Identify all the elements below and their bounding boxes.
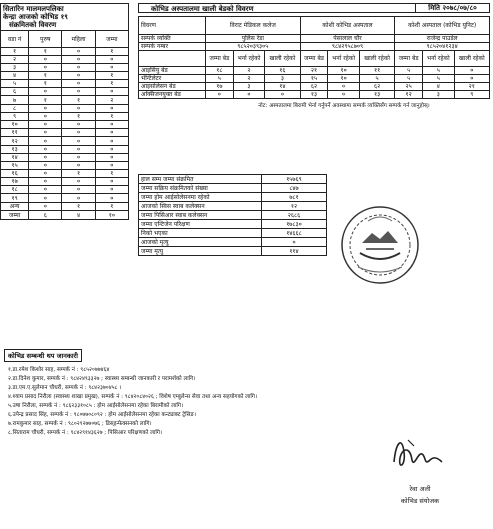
bed-count: २५ (395, 83, 423, 91)
handwritten-signature (388, 432, 448, 476)
stat-value: १२ (262, 202, 327, 211)
municipality-seal (338, 203, 422, 287)
detail-label: विवरण (139, 17, 206, 35)
total-count-cell: १ (95, 80, 128, 88)
hospital-name: विराट मेडिकल कलेज (206, 17, 301, 35)
bed-availability-panel (138, 3, 490, 109)
report-date: मिति २०७८/०७/८० (415, 3, 489, 13)
ward-no-cell: ५ (1, 80, 29, 88)
stat-row (139, 193, 327, 202)
bed-panel-title: कोभिड अस्पतालमा खाली बेडको विवरण (151, 5, 254, 13)
bed-subheader: भर्ना रहेको (328, 51, 360, 67)
hospital-name-row (139, 17, 490, 35)
bed-subheader: खाली रहेको (265, 51, 300, 67)
bed-row (139, 67, 490, 75)
stat-label: हाल सम्म जम्मा संक्रमित (139, 175, 262, 184)
total-count-cell: ० (95, 194, 128, 203)
stat-value: ८४७ (262, 184, 327, 193)
ward-row (1, 80, 129, 88)
contact-title: कोभिड सम्बन्धी थप जानकारी (4, 349, 82, 362)
ward-row (1, 203, 129, 211)
bed-type-label: आइसोलेसन बेड (139, 83, 206, 91)
hospital-name: कोशी अस्पताल (कोभिड युनिट) (395, 17, 490, 35)
ward-total-row (1, 211, 129, 220)
stat-label: जम्मा एन्टिजेन परिक्षण (139, 220, 262, 229)
total-count-cell: २ (95, 96, 128, 105)
total-count-cell: १ (95, 72, 128, 80)
bed-count: ० (454, 67, 489, 75)
total-count-cell: ० (95, 137, 128, 146)
stats-table (138, 174, 327, 256)
ward-no-cell: १० (1, 121, 29, 129)
signatory-name: रेवा अली (409, 485, 431, 493)
female-count-cell: ० (62, 56, 95, 64)
total-count-cell: ० (95, 56, 128, 64)
male-count-cell: ० (29, 154, 62, 162)
signature-block (380, 432, 480, 522)
contact-item: २.डा.दिनेश कुमार, सम्पर्क नं : ९८४२४९३३२७ ; स्वास्थ्य सम्बन्धी जानकारी र परामर्शको लागि। (8, 376, 196, 382)
ward-row (1, 162, 129, 170)
stat-label: आजको स्विस स्वाब कलेक्सन (139, 202, 262, 211)
female-count-cell: ० (62, 129, 95, 137)
total-count-cell: ० (95, 88, 128, 96)
ward-no-cell: १७ (1, 178, 29, 186)
male-count-cell: ० (29, 178, 62, 186)
total-count-cell: १ (95, 48, 128, 56)
total-count-cell: १ (95, 113, 128, 121)
ward-row (1, 105, 129, 113)
ward-no-cell: १४ (1, 154, 29, 162)
hospital-phone[interactable]: ९८५२०३९३०५ (206, 43, 301, 51)
bed-count: ५ (423, 67, 455, 75)
male-count-cell: ० (29, 170, 62, 178)
bed-count: ११ (359, 67, 394, 75)
bed-type-label: अक्सिजनयुक्त बेड (139, 91, 206, 99)
male-count-cell: ० (29, 146, 62, 154)
bed-subheader: जम्मा बेड (395, 51, 423, 67)
contact-item: ४.श्याम प्रसाद निरौला (स्वास्थ्य शाखा प्रमुख), सम्पर्क नं : ९८४२०८४०२६ ; विशेष एम्बुलेन्स सेवा तथा अन्य सहयोगको लागि। (8, 394, 258, 400)
female-count-cell: ० (62, 105, 95, 113)
contact-item: ७.रामकुमार साह, सम्पर्क नं : ९८०२९२७७०७६ ; डिस्इन्फेक्सनको लागि। (8, 421, 152, 427)
hospital-name: कोशी कोभिड अस्पताल (300, 17, 395, 35)
ward-row (1, 64, 129, 72)
male-count-cell: १ (29, 80, 62, 88)
bed-count: १३ (359, 91, 394, 99)
male-count-cell: ० (29, 137, 62, 146)
stat-value: ११४ (262, 247, 327, 256)
contact-item: ३.डा.एम.ए.सुलेमान चौधरी, सम्पर्क नं : ९८४२३७०४५८ । (8, 385, 122, 391)
male-count-cell: ० (29, 129, 62, 137)
female-count-cell: ० (62, 121, 95, 129)
stat-label: जम्मा होम आईसोलेसनमा रहेको (139, 193, 262, 202)
female-count-cell: ० (62, 80, 95, 88)
stat-label: निको भएका (139, 229, 262, 238)
bed-type-label: आइसियु बेड (139, 67, 206, 75)
bed-row (139, 91, 490, 99)
total-cell: जम्मा (1, 211, 29, 220)
male-count-cell: ० (29, 162, 62, 170)
bed-count: ३ (265, 75, 300, 83)
bed-count: १३ (300, 91, 328, 99)
bed-count: ० (265, 91, 300, 99)
female-count-cell: ० (62, 194, 95, 203)
stat-value: १४६६८ (262, 229, 327, 238)
total-count-cell: ० (95, 162, 128, 170)
male-count-cell: ० (29, 203, 62, 211)
bed-row (139, 75, 490, 83)
ward-no-cell: १३ (1, 146, 29, 154)
male-count-cell: १ (29, 72, 62, 80)
total-count-cell: ० (95, 64, 128, 72)
bed-count: ५ (395, 75, 423, 83)
male-count-cell: ० (29, 64, 62, 72)
female-count-cell: १ (62, 170, 95, 178)
stat-row (139, 229, 327, 238)
female-count-cell: ० (62, 137, 95, 146)
male-count-cell: ० (29, 194, 62, 203)
ward-row (1, 170, 129, 178)
male-count-cell: ० (29, 113, 62, 121)
ward-no-cell: ११ (1, 129, 29, 137)
bed-subheader: जम्मा बेड (300, 51, 328, 67)
male-count-cell: १ (29, 96, 62, 105)
ward-no-cell: २ (1, 56, 29, 64)
ward-row (1, 178, 129, 186)
male-count-cell: १ (29, 48, 62, 56)
ward-no-cell: ७ (1, 96, 29, 105)
bed-count: २ (233, 67, 265, 75)
panel-subtitle-2: संक्रमितको विवरण (9, 21, 57, 29)
ward-no-cell: १८ (1, 186, 29, 194)
contact-person: राजेन्द्र पाउडेल (395, 35, 490, 43)
ward-no-cell: ६ (1, 88, 29, 96)
female-count-cell: ० (62, 88, 95, 96)
ward-row (1, 96, 129, 105)
bed-count: १५ (300, 75, 328, 83)
contact-person: पुलिस रेडा (206, 35, 301, 43)
male-count-cell: ० (29, 88, 62, 96)
bed-subheader: जम्मा बेड (206, 51, 234, 67)
female-count-cell: ० (62, 64, 95, 72)
phone-label: सम्पर्क नम्बर (139, 43, 206, 51)
bed-table (138, 16, 490, 99)
stat-label: जम्मा सक्रिय संक्रमितको संख्या (139, 184, 262, 193)
bed-count: १७ (206, 83, 234, 91)
ward-no-cell: ९ (1, 113, 29, 121)
stat-label: जम्मा मृत्यु (139, 247, 262, 256)
signatory-role: कोभिड संयोजक (400, 497, 440, 505)
total-count-cell: ० (95, 178, 128, 186)
stat-row (139, 202, 327, 211)
female-count-cell: १ (62, 113, 95, 121)
ward-row (1, 113, 129, 121)
panel-subtitle: केन्द्रा आजको कोभिड १९ (3, 13, 68, 21)
total-count-cell: १ (95, 203, 128, 211)
female-count-cell: ० (62, 48, 95, 56)
bed-count: ५ (395, 67, 423, 75)
female-count-cell: ० (62, 72, 95, 80)
bed-count: ४ (423, 83, 455, 91)
stat-label: आजको मृत्यु (139, 238, 262, 247)
stat-row (139, 211, 327, 220)
bed-count: ० (328, 83, 360, 91)
total-count-cell: १ (95, 170, 128, 178)
col-female: महिला (62, 31, 95, 48)
female-count-cell: १ (62, 203, 95, 211)
contact-person-row (139, 35, 490, 43)
bed-subheader: खाली रहेको (454, 51, 489, 67)
ward-no-cell: १६ (1, 170, 29, 178)
col-ward: वडा नं (1, 31, 29, 48)
bed-count: १६ (265, 67, 300, 75)
female-count-cell: १ (62, 96, 95, 105)
bed-count: ० (233, 91, 265, 99)
ward-row (1, 154, 129, 162)
bed-count: १२ (395, 91, 423, 99)
male-count-cell: ० (29, 56, 62, 64)
col-total: जम्मा (95, 31, 128, 48)
ward-table (0, 30, 129, 220)
bed-count: ० (206, 91, 234, 99)
ward-row (1, 137, 129, 146)
bed-count: ५ (206, 75, 234, 83)
bed-count: १० (328, 75, 360, 83)
bed-count: ६२ (300, 83, 328, 91)
total-cell: ६ (29, 211, 62, 220)
ward-row (1, 146, 129, 154)
female-count-cell: ० (62, 178, 95, 186)
female-count-cell: ० (62, 154, 95, 162)
stat-row (139, 175, 327, 184)
bed-type-label: भेन्टिलेटर (139, 75, 206, 83)
ward-row (1, 88, 129, 96)
bed-row (139, 83, 490, 91)
phone-row (139, 43, 490, 51)
bed-count: ६२ (359, 83, 394, 91)
female-count-cell: ० (62, 162, 95, 170)
bed-count: १८ (206, 67, 234, 75)
bed-count: ९ (454, 91, 489, 99)
ward-row (1, 56, 129, 64)
panel-title: सितारिन मालमलपलिका (3, 5, 64, 13)
total-count-cell: ० (95, 146, 128, 154)
contact-item: ५.उषा निरौला, सम्पर्क नं : ९८६२३३१०८५ : होम आईसोलेसनमा रहेका बिरामीको लागि। (8, 403, 184, 409)
stat-value: २६८६ (262, 211, 327, 220)
contact-section (4, 343, 489, 438)
stat-row (139, 247, 327, 256)
stat-row (139, 184, 327, 193)
col-male: पुरुष (29, 31, 62, 48)
ward-row (1, 129, 129, 137)
contact-person: पेसालाल चौर (300, 35, 395, 43)
contact-person-label: सम्पर्क व्यक्ति (139, 35, 206, 43)
bed-subheader: खाली रहेको (359, 51, 394, 67)
hospital-phone[interactable]: ९८४२९५८७०९ (300, 43, 395, 51)
bed-subheader: भर्ना रहेको (423, 51, 455, 67)
hospital-phone[interactable]: ९८५२०४१२३४ (395, 43, 490, 51)
stat-value: ० (262, 238, 327, 247)
male-count-cell: ० (29, 105, 62, 113)
stat-value: १७८३० (262, 220, 327, 229)
blank-cell (139, 51, 206, 67)
ward-no-cell: ८ (1, 105, 29, 113)
ward-row (1, 48, 129, 56)
stat-row (139, 220, 327, 229)
bed-count: १४ (265, 83, 300, 91)
ward-no-cell: अन्य (1, 203, 29, 211)
bed-count: ० (454, 75, 489, 83)
bed-count: ३ (233, 83, 265, 91)
total-count-cell: ० (95, 154, 128, 162)
total-cell: १० (95, 211, 128, 220)
ward-no-cell: १९ (1, 194, 29, 203)
ward-infection-panel (0, 3, 131, 220)
stat-label: जम्मा पिसिआर स्वाब कलेक्सन (139, 211, 262, 220)
total-count-cell: ० (95, 186, 128, 194)
stat-value: १५७६९ (262, 175, 327, 184)
ward-no-cell: ३ (1, 64, 29, 72)
bed-count: ० (328, 91, 360, 99)
ward-row (1, 72, 129, 80)
ward-no-cell: १ (1, 48, 29, 56)
ward-row (1, 186, 129, 194)
bed-count: २ (233, 75, 265, 83)
female-count-cell: ० (62, 186, 95, 194)
bed-count: ५ (423, 75, 455, 83)
bed-count: २१ (454, 83, 489, 91)
ward-no-cell: ४ (1, 72, 29, 80)
total-count-cell: ० (95, 129, 128, 137)
ward-row (1, 194, 129, 203)
ward-no-cell: १२ (1, 137, 29, 146)
bed-subheader: भर्ना रहेको (233, 51, 265, 67)
male-count-cell: ० (29, 121, 62, 129)
bed-note: नोट: अस्पतालमा बिरामी भेर्ना गर्नुपर्ने अवस्थामा सम्पर्क व्यक्तिसँग सम्पर्क गर्न जानुहोस्। (258, 103, 430, 109)
stat-row (139, 238, 327, 247)
total-count-cell: ० (95, 121, 128, 129)
ward-no-cell: १५ (1, 162, 29, 170)
bed-count: ५ (359, 75, 394, 83)
contact-item: ८.सिताराम चौधरी, सम्पर्क नं : ९८४२९१४३६२७ ; पिसिआर परिक्षणको लागि। (8, 430, 163, 436)
male-count-cell: ० (29, 186, 62, 194)
total-count-cell: ० (95, 105, 128, 113)
bed-count: २१ (300, 67, 328, 75)
contact-item: १.डा.रमेश किशोर साह, सम्पर्क नं : ९८५२०७७४६४ (8, 367, 110, 373)
ward-row (1, 121, 129, 129)
total-cell: ४ (62, 211, 95, 220)
subheader-row (139, 51, 490, 67)
bed-count: ३ (423, 91, 455, 99)
female-count-cell: ० (62, 146, 95, 154)
stat-value: ७८१ (262, 193, 327, 202)
contact-item: ६.उपेन्द्र प्रसाद सिंह, सम्पर्क नं : ९८०७७०८०९२ : होम आईसोलेसनमा रहेका कन्ट्याक्ट ट्रेसिङ। (8, 412, 197, 418)
bed-count: १० (328, 67, 360, 75)
